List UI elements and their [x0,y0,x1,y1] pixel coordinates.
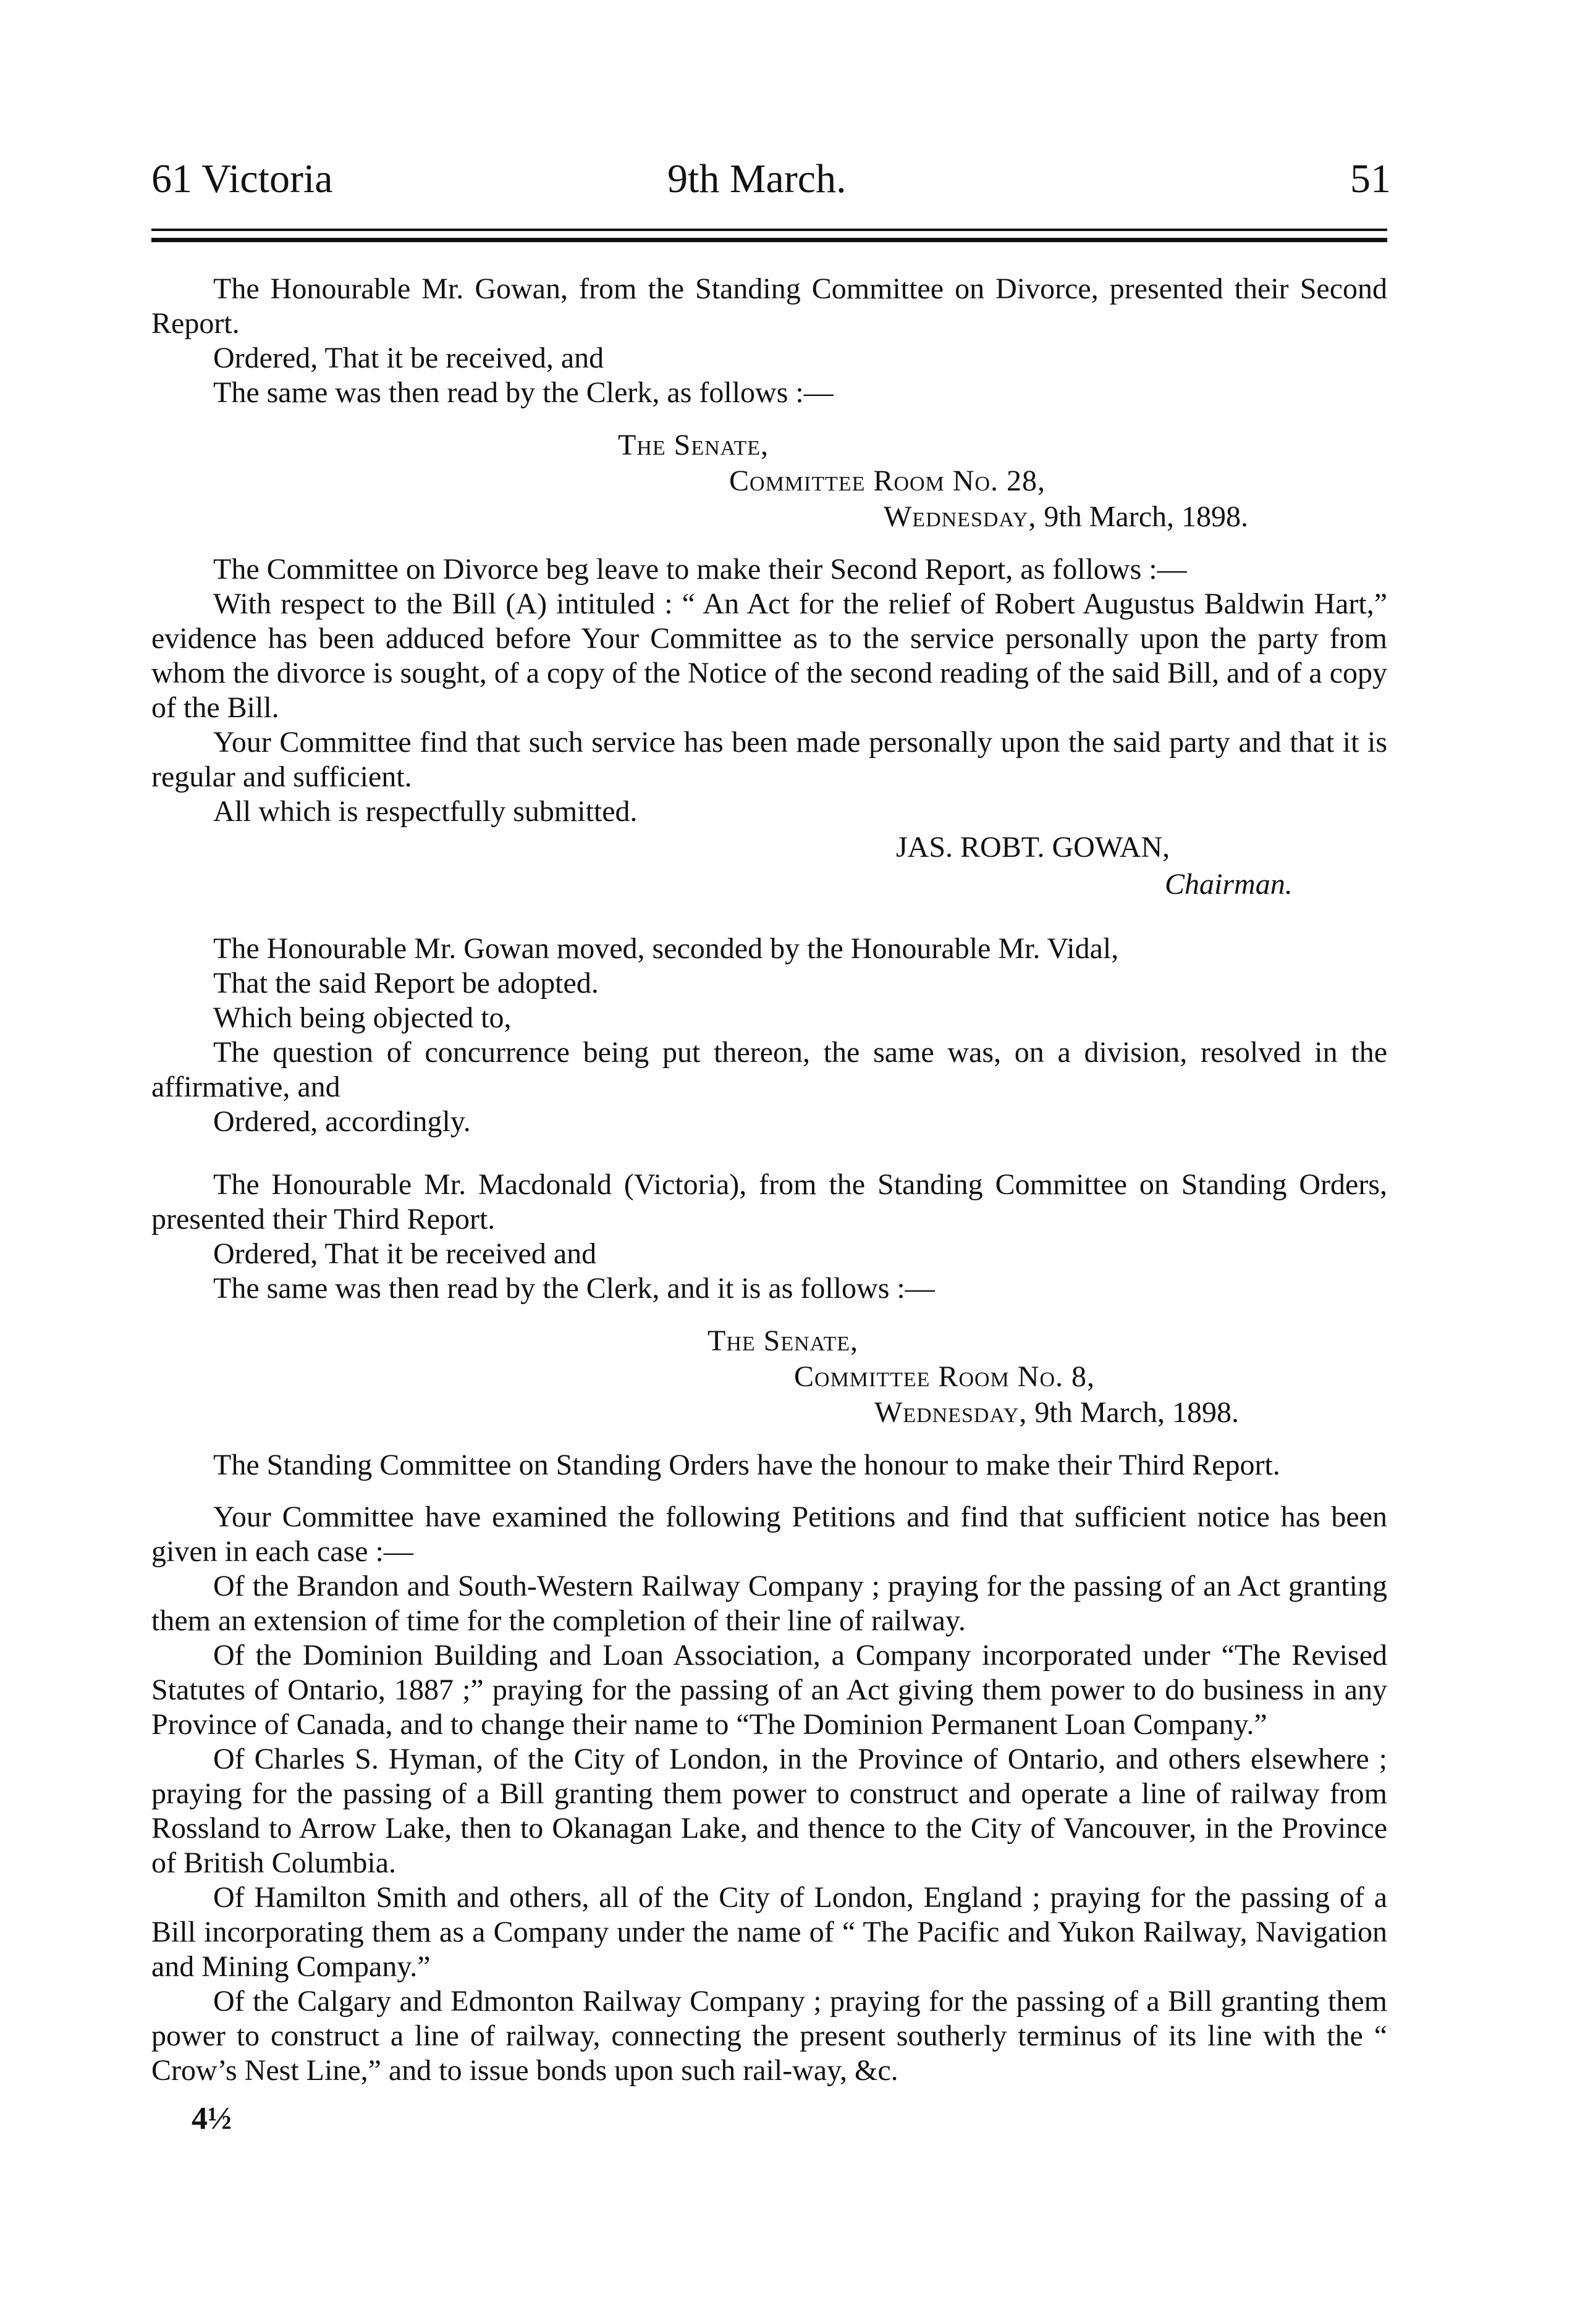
standing-orders-ordered: Ordered, That it be received and [213,1237,597,1270]
motion-ordered: Ordered, accordingly. [213,1105,471,1138]
motion-division: The question of concurrence being put thereon, the same was, on a division, resolved in the affirmative, and [151,1036,1387,1103]
divorce-heading-room: Committee Room No. 28, [729,465,1046,497]
divorce-heading-date: Wednesday, 9th March, 1898. [884,500,1249,533]
divorce-report-opening: The Committee on Divorce beg leave to make their Second Report, as follows :— [213,553,1187,586]
petition-hyman: Of Charles S. Hyman, of the City of London, in the Province of Ontario, and others elsewhere ; praying for the passing of a Bill granting them power to construct and operate a line of railway from Rossland to Arrow Lake, then to Okanagan Lake, and thence to the City of Vancouver, in the Province of British Columbia. [151,1743,1387,1879]
page-number: 51 [1350,156,1391,201]
divorce-report-submitted: All which is respectfully submitted. [213,795,638,828]
petition-dominion-building: Of the Dominion Building and Loan Association, a Company incorporated under “The Revised Statutes of Ontario, 1887 ;” praying for the passing of an Act giving them power to do business in any Province of Canada, and to change their name to “The Dominion Permanent Loan Company.” [151,1639,1387,1741]
standing-heading-room: Committee Room No. 8, [794,1360,1096,1393]
standing-heading-senate: The Senate, [708,1324,858,1357]
divorce-ordered: Ordered, That it be received, and [213,342,604,374]
header-rule-thick [151,238,1387,242]
divorce-report-finding: Your Committee find that such service has been made personally upon the said party and that it is regular and sufficient. [151,726,1387,793]
page-body [151,272,1387,2088]
motion-objected: Which being objected to, [213,1001,512,1034]
running-head-date: 9th March. [667,156,847,201]
standing-report-petitions: Your Committee have examined the following Petitions and find that sufficient notice has been given in each case :— [151,1501,1387,1568]
standing-orders-read: The same was then read by the Clerk, and it is as follows :— [213,1272,935,1305]
motion-adopted: That the said Report be adopted. [213,967,599,1000]
signature-mark: 4½ [192,2101,232,2136]
divorce-read: The same was then read by the Clerk, as follows :— [213,376,834,409]
divorce-report-intro: The Honourable Mr. Gowan, from the Standing Committee on Divorce, presented their Second Report. [151,272,1387,340]
standing-orders-intro: The Honourable Mr. Macdonald (Victoria), from the Standing Committee on Standing Orders, presented their Third Report. [151,1168,1387,1236]
divorce-signature: JAS. ROBT. GOWAN, [896,831,1170,864]
petition-brandon: Of the Brandon and South-Western Railway Company ; praying for the passing of an Act granting them an extension of time for the completion of their line of railway. [151,1570,1387,1637]
divorce-report-evidence: With respect to the Bill (A) intituled : “ An Act for the relief of Robert Augustus Baldwin Hart,” evidence has been adduced before Your Committee as to the service personally upon the party from whom the divorce is sought, of a copy of the Notice of the second reading of the said Bill, and of a copy of the Bill. [151,587,1387,724]
divorce-signature-title: Chairman. [1165,868,1293,901]
motion-moved: The Honourable Mr. Gowan moved, seconded by the Honourable Mr. Vidal, [213,932,1119,965]
standing-heading-date: Wednesday, 9th March, 1898. [874,1396,1240,1429]
standing-report-opening: The Standing Committee on Standing Orders have the honour to make their Third Report. [213,1449,1280,1481]
petition-hamilton-smith: Of Hamilton Smith and others, all of the City of London, England ; praying for the passing of a Bill incorporating them as a Company under the name of “ The Pacific and Yukon Railway, Navigation and Mining Company.” [151,1881,1387,1983]
divorce-heading-senate: The Senate, [618,429,769,461]
running-head-session: 61 Victoria [151,156,333,201]
petition-calgary-edmonton: Of the Calgary and Edmonton Railway Company ; praying for the passing of a Bill granting them power to construct a line of railway, connecting the present southerly terminus of its line with the “ Crow’s Nest Line,” and to issue bonds upon such rail-way, &c. [151,1985,1387,2087]
header-rule-thin [151,229,1387,231]
